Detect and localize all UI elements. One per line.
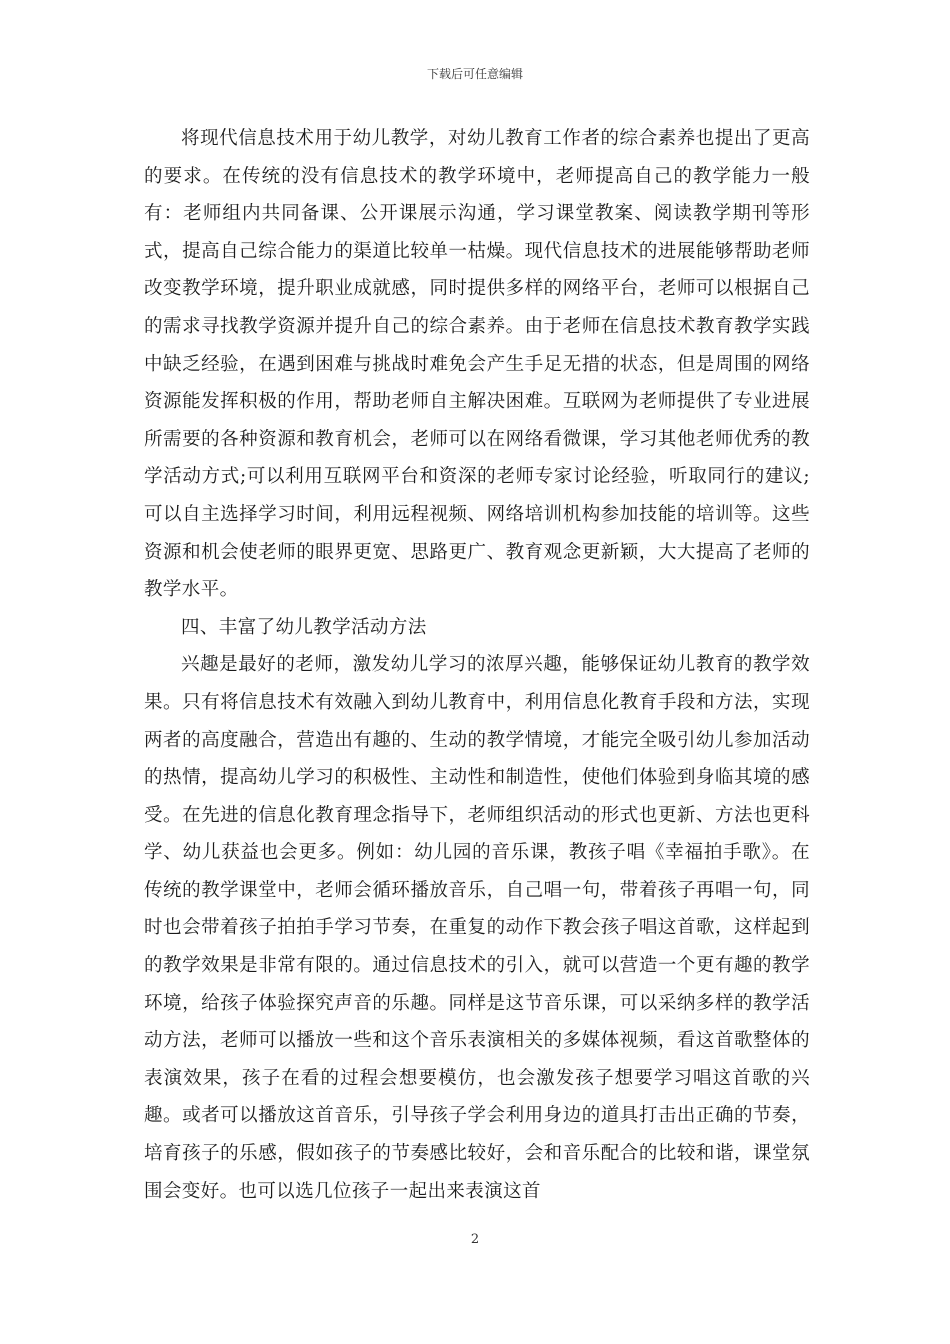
page-number: 2 (470, 1232, 480, 1247)
page-header: 下载后可任意编辑 (426, 67, 523, 81)
document-body (144, 120, 810, 1210)
section-heading: 四、丰富了幼儿教学活动方法 (181, 616, 427, 638)
paragraph-teaching-methods: 兴趣是最好的老师，激发幼儿学习的浓厚兴趣，能够保证幼儿教育的教学效果。只有将信息技术有效融入到幼儿教育中，利用信息化教育手段和方法，实现两者的高度融合，营造出有趣的、生动的教学情境，才能完全吸引幼儿参加活动的热情，提高幼儿学习的积极性、主动性和制造性，使他们体验到身临其境的感受。在先进的信息化教育理念指导下，老师组织活动的形式也更新、方法也更科学、幼儿获益也会更多。例如：幼儿园的音乐课，教孩子唱《幸福拍手歌》。在传统的教学课堂中，老师会循环播放音乐，自己唱一句，带着孩子再唱一句，同时也会带着孩子拍拍手学习节奏，在重复的动作下教会孩子唱这首歌，这样起到的教学效果是非常有限的。通过信息技术的引入，就可以营造一个更有趣的教学环境，给孩子体验探究声音的乐趣。同样是这节音乐课，可以采纳多样的教学活动方法，老师可以播放一些和这个音乐表演相关的多媒体视频，看这首歌整体的表演效果，孩子在看的过程会想要模仿，也会激发孩子想要学习唱这首歌的兴趣。或者可以播放这首音乐，引导孩子学会利用身边的道具打击出正确的节奏，培育孩子的乐感，假如孩子的节奏感比较好，会和音乐配合的比较和谐，课堂氛围会变好。也可以选几位孩子一起出来表演这首 (144, 654, 810, 1202)
paragraph-teacher-development: 将现代信息技术用于幼儿教学，对幼儿教育工作者的综合素养也提出了更高的要求。在传统的没有信息技术的教学环境中，老师提高自己的教学能力一般有：老师组内共同备课、公开课展示沟通，学习课堂教案、阅读教学期刊等形式，提高自己综合能力的渠道比较单一枯燥。现代信息技术的进展能够帮助老师改变教学环境，提升职业成就感，同时提供多样的网络平台，老师可以根据自己的需求寻找教学资源并提升自己的综合素养。由于老师在信息技术教育教学实践中缺乏经验，在遇到困难与挑战时难免会产生手足无措的状态，但是周围的网络资源能发挥积极的作用，帮助老师自主解决困难。互联网为老师提供了专业进展所需要的各种资源和教育机会，老师可以在网络看微课，学习其他老师优秀的教学活动方式;可以利用互联网平台和资深的老师专家讨论经验，听取同行的建议;可以自主选择学习时间，利用远程视频、网络培训机构参加技能的培训等。这些资源和机会使老师的眼界更宽、思路更广、教育观念更新颖，大大提高了老师的教学水平。 (144, 128, 810, 601)
